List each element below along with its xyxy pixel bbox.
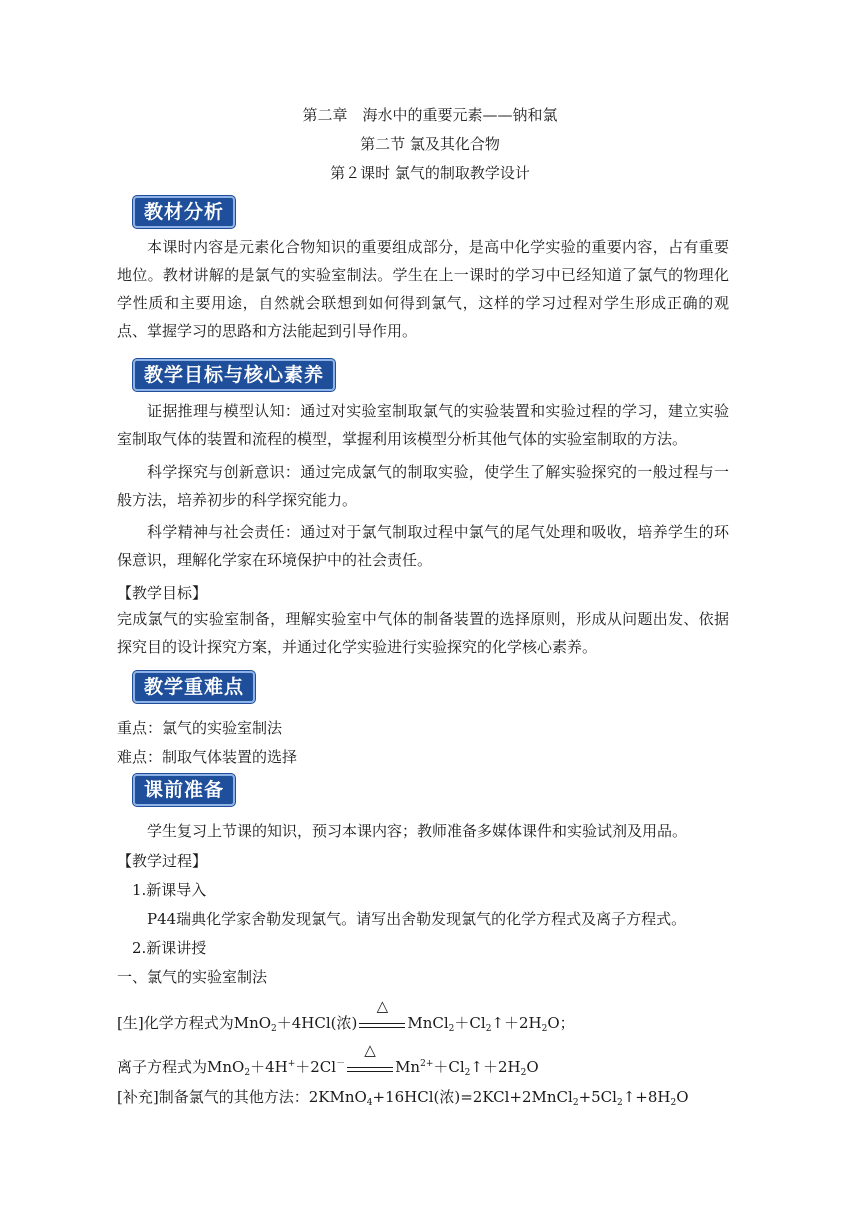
analysis-paragraph: 本课时内容是元素化合物知识的重要组成部分，是高中化学实验的重要内容，占有重要地位。教材讲解的是氯气的实验室制法。学生在上一课时的学习中已经知道了氯气的物理化学性质和主要用途，自然就会联想到如何得到氯气，这样的学习过程对学生形成正确的观点、掌握学习的思路和方法能起到引导作用。: [117, 238, 729, 340]
key-point: 重点：氯气的实验室制法: [117, 719, 283, 737]
ionic-equation: 离子方程式为MnO$_2$＋4H+＋2Cl－ △ $Mn^{2+}+Cl_2↑+2H_2O$: [117, 1041, 539, 1078]
supplement-equation: [补充]制备氯气的其他方法：2KMnO$_4$+16HCl(浓)$=2KCl+2MnCl_2+5Cl_2↑+8H_2O$: [117, 1088, 689, 1108]
step-intro-text: P44瑞典化学家舍勒发现氯气。请写出舍勒发现氯气的化学方程式及离子方程式。: [147, 910, 687, 928]
teaching-target-label: 【教学目标】: [117, 584, 208, 602]
lesson-title: 第２课时 氯气的制取教学设计: [330, 164, 530, 182]
process-label: 【教学过程】: [117, 852, 208, 870]
chemical-equation: [生]化学方程式为MnO$_2$＋4HCl(浓) △ $MnCl_2+Cl_2↑+2H_2O$；: [117, 997, 575, 1034]
goal-item-inquiry: 科学探究与创新意识：通过完成氯气的制取实验，使学生了解实验探究的一般过程与一般方法，培养初步的科学探究能力。: [117, 463, 729, 509]
goals-badge: 教学目标与核心素养: [133, 359, 335, 391]
difficult-point: 难点：制取气体装置的选择: [117, 748, 298, 766]
step-intro: 1.新课导入: [132, 881, 207, 899]
step-teaching: 2.新课讲授: [132, 939, 207, 957]
goal-item-responsibility: 科学精神与社会责任：通过对于氯气制取过程中氯气的尾气处理和吸收，培养学生的环保意识，理解化学家在环境保护中的社会责任。: [117, 523, 729, 569]
prep-paragraph: 学生复习上节课的知识，预习本课内容；教师准备多媒体课件和实验试剂及用品。: [147, 822, 688, 840]
heating-condition: △: [347, 1061, 393, 1072]
difficulty-badge: 教学重难点: [133, 671, 255, 703]
heating-condition: △: [359, 1017, 405, 1028]
chapter-title: 第二章 海水中的重要元素——钠和氯: [302, 106, 558, 124]
goal-item-evidence: 证据推理与模型认知：通过对实验室制取氯气的实验装置和实验过程的学习，建立实验室制取气体的装置和流程的模型，掌握利用该模型分析其他气体的实验室制取的方法。: [117, 402, 729, 448]
prep-badge: 课前准备: [133, 774, 235, 806]
part-one-heading: 一、氯气的实验室制法: [117, 968, 268, 986]
analysis-badge: 教材分析: [133, 196, 235, 228]
teaching-target-paragraph: 完成氯气的实验室制备，理解实验室中气体的制备装置的选择原则，形成从问题出发、依据探究目的设计探究方案，并通过化学实验进行实验探究的化学核心素养。: [117, 610, 729, 656]
section-title: 第二节 氯及其化合物: [360, 135, 500, 153]
